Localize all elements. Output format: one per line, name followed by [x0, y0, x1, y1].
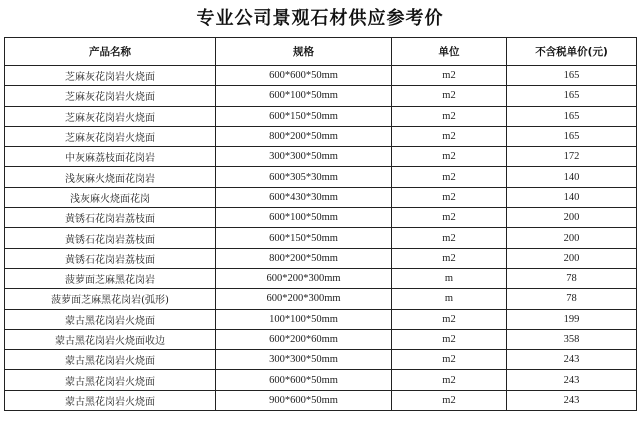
- header-product-name: 产品名称: [5, 38, 216, 66]
- cell-unit: m2: [392, 126, 507, 146]
- cell-product-name: 黄锈石花岗岩荔枝面: [5, 208, 216, 228]
- cell-product-name: 蒙古黑花岗岩火烧面: [5, 370, 216, 390]
- cell-spec: 600*600*50mm: [216, 370, 392, 390]
- table-body: [5, 66, 637, 411]
- cell-spec: 600*100*50mm: [216, 208, 392, 228]
- table-row: [5, 208, 637, 228]
- cell-price: 140: [507, 167, 637, 187]
- cell-price: 200: [507, 208, 637, 228]
- cell-unit: m2: [392, 390, 507, 410]
- table-row: [5, 126, 637, 146]
- cell-spec: 600*600*50mm: [216, 66, 392, 86]
- cell-price: 78: [507, 268, 637, 288]
- cell-price: 165: [507, 106, 637, 126]
- cell-spec: 600*150*50mm: [216, 106, 392, 126]
- page-title: 专业公司景观石材供应参考价: [196, 8, 444, 29]
- cell-spec: 600*200*60mm: [216, 329, 392, 349]
- table-row: [5, 329, 637, 349]
- cell-price: 140: [507, 187, 637, 207]
- cell-spec: 600*200*300mm: [216, 268, 392, 288]
- cell-price: 243: [507, 390, 637, 410]
- cell-product-name: 芝麻灰花岗岩火烧面: [5, 126, 216, 146]
- cell-unit: m: [392, 268, 507, 288]
- cell-price: 199: [507, 309, 637, 329]
- cell-product-name: 黄锈石花岗岩荔枝面: [5, 228, 216, 248]
- cell-spec: 600*100*50mm: [216, 86, 392, 106]
- cell-spec: 300*300*50mm: [216, 350, 392, 370]
- table-row: [5, 350, 637, 370]
- cell-unit: m2: [392, 248, 507, 268]
- table-row: [5, 147, 637, 167]
- cell-spec: 600*200*300mm: [216, 289, 392, 309]
- table-row: [5, 187, 637, 207]
- cell-product-name: 浅灰麻火烧面花岗: [5, 187, 216, 207]
- cell-product-name: 蒙古黑花岗岩火烧面: [5, 309, 216, 329]
- cell-price: 78: [507, 289, 637, 309]
- cell-price: 172: [507, 147, 637, 167]
- cell-spec: 800*200*50mm: [216, 126, 392, 146]
- cell-price: 165: [507, 126, 637, 146]
- cell-unit: m2: [392, 370, 507, 390]
- cell-product-name: 菠萝面芝麻黑花岗岩(弧形): [5, 289, 216, 309]
- header-spec: 规格: [216, 38, 392, 66]
- price-table: [4, 37, 637, 411]
- cell-spec: 100*100*50mm: [216, 309, 392, 329]
- table-row: [5, 390, 637, 410]
- cell-unit: m2: [392, 66, 507, 86]
- cell-unit: m2: [392, 208, 507, 228]
- cell-unit: m2: [392, 187, 507, 207]
- cell-unit: m2: [392, 167, 507, 187]
- cell-price: 200: [507, 248, 637, 268]
- table-row: [5, 268, 637, 288]
- table-row: [5, 370, 637, 390]
- cell-price: 200: [507, 228, 637, 248]
- table-row: [5, 248, 637, 268]
- cell-product-name: 蒙古黑花岗岩火烧面: [5, 350, 216, 370]
- cell-unit: m2: [392, 350, 507, 370]
- table-row: [5, 289, 637, 309]
- table-row: [5, 66, 637, 86]
- cell-unit: m2: [392, 147, 507, 167]
- cell-unit: m: [392, 289, 507, 309]
- cell-price: 165: [507, 86, 637, 106]
- cell-product-name: 菠萝面芝麻黑花岗岩: [5, 268, 216, 288]
- cell-price: 358: [507, 329, 637, 349]
- table-header-row: [5, 38, 637, 66]
- cell-spec: 600*430*30mm: [216, 187, 392, 207]
- cell-spec: 300*300*50mm: [216, 147, 392, 167]
- cell-unit: m2: [392, 86, 507, 106]
- cell-product-name: 蒙古黑花岗岩火烧面收边: [5, 329, 216, 349]
- table-row: [5, 106, 637, 126]
- table-row: [5, 167, 637, 187]
- cell-price: 165: [507, 66, 637, 86]
- cell-product-name: 浅灰麻火烧面花岗岩: [5, 167, 216, 187]
- cell-spec: 900*600*50mm: [216, 390, 392, 410]
- cell-unit: m2: [392, 106, 507, 126]
- cell-spec: 600*150*50mm: [216, 228, 392, 248]
- cell-price: 243: [507, 370, 637, 390]
- cell-unit: m2: [392, 309, 507, 329]
- cell-product-name: 蒙古黑花岗岩火烧面: [5, 390, 216, 410]
- cell-spec: 800*200*50mm: [216, 248, 392, 268]
- cell-product-name: 芝麻灰花岗岩火烧面: [5, 106, 216, 126]
- cell-product-name: 中灰麻荔枝面花岗岩: [5, 147, 216, 167]
- table-row: [5, 86, 637, 106]
- table-row: [5, 228, 637, 248]
- cell-product-name: 黄锈石花岗岩荔枝面: [5, 248, 216, 268]
- table-row: [5, 309, 637, 329]
- cell-product-name: 芝麻灰花岗岩火烧面: [5, 86, 216, 106]
- cell-product-name: 芝麻灰花岗岩火烧面: [5, 66, 216, 86]
- cell-price: 243: [507, 350, 637, 370]
- header-price: 不含税单价(元): [507, 38, 637, 66]
- cell-unit: m2: [392, 228, 507, 248]
- cell-unit: m2: [392, 329, 507, 349]
- header-unit: 单位: [392, 38, 507, 66]
- cell-spec: 600*305*30mm: [216, 167, 392, 187]
